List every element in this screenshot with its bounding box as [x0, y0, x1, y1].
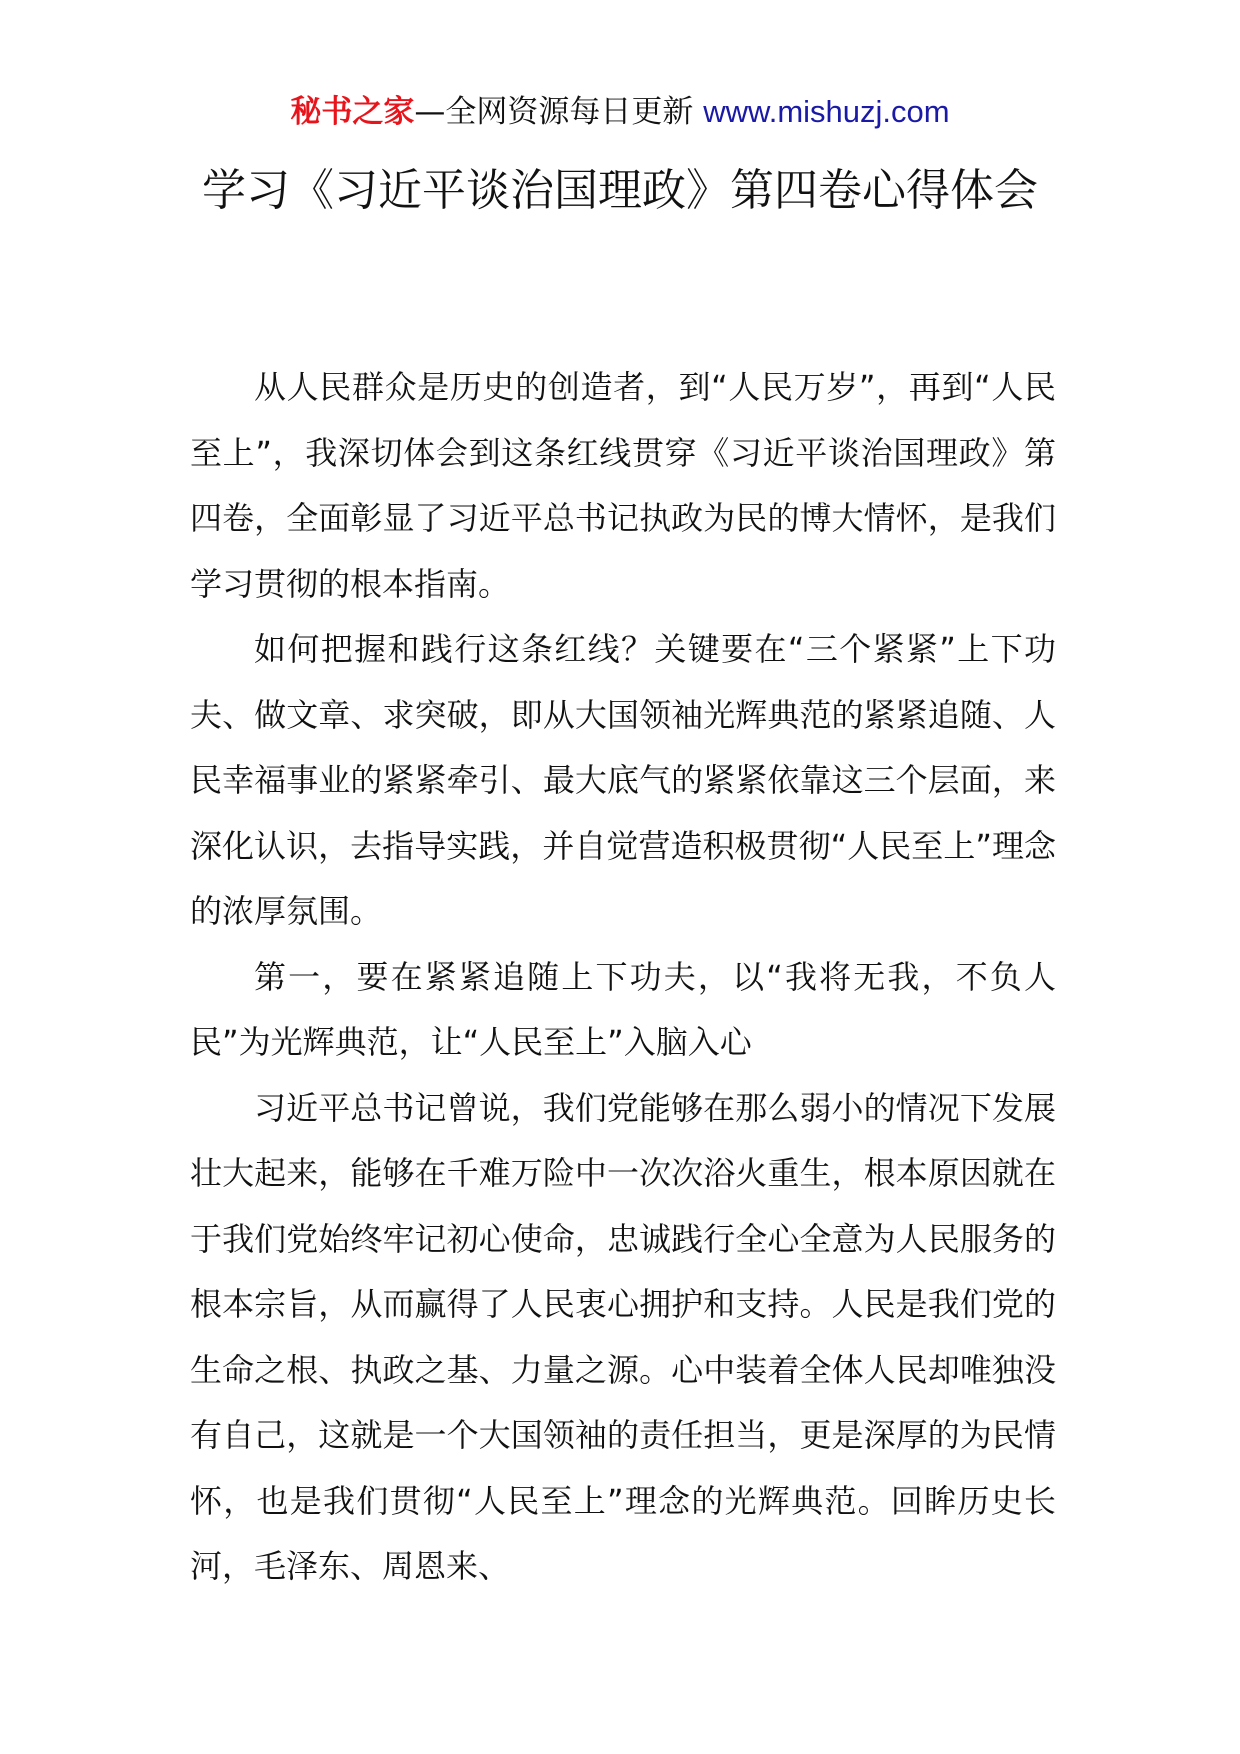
site-tagline: —全网资源每日更新	[414, 94, 704, 130]
site-brand: 秘书之家	[290, 94, 415, 130]
site-url-link[interactable]: www.mishuzj.com	[703, 94, 950, 129]
paragraph: 从人民群众是历史的创造者，到“人民万岁”，再到“人民至上”，我深切体会到这条红线贯穿《习近平谈治国理政》第四卷，全面彰显了习近平总书记执政为民的博大情怀，是我们学习贯彻的根本指南。	[190, 368, 1056, 603]
section-heading-paragraph: 第一，要在紧紧追随上下功夫，以“我将无我，不负人民”为光辉典范，让“人民至上”入脑入心	[190, 957, 1056, 1061]
document-title: 学习《习近平谈治国理政》第四卷心得体会	[202, 165, 1038, 216]
paragraph: 习近平总书记曾说，我们党能够在那么弱小的情况下发展壮大起来，能够在千难万险中一次次浴火重生，根本原因就在于我们党始终牢记初心使命，忠诚践行全心全意为人民服务的根本宗旨，从而赢得了人民衷心拥护和支持。人民是我们党的生命之根、执政之基、力量之源。心中装着全体人民却唯独没有自己，这就是一个大国领袖的责任担当，更是深厚的为民情怀，也是我们贯彻“人民至上”理念的光辉典范。回眸历史长河，毛泽东、周恩来、	[190, 1088, 1056, 1585]
site-header	[0, 92, 1240, 132]
paragraph: 如何把握和践行这条红线？关键要在“三个紧紧”上下功夫、做文章、求突破，即从大国领袖光辉典范的紧紧追随、人民幸福事业的紧紧牵引、最大底气的紧紧依靠这三个层面，来深化认识，去指导实践，并自觉营造积极贯彻“人民至上”理念的浓厚氛围。	[190, 630, 1056, 930]
document-body	[190, 355, 1056, 1600]
